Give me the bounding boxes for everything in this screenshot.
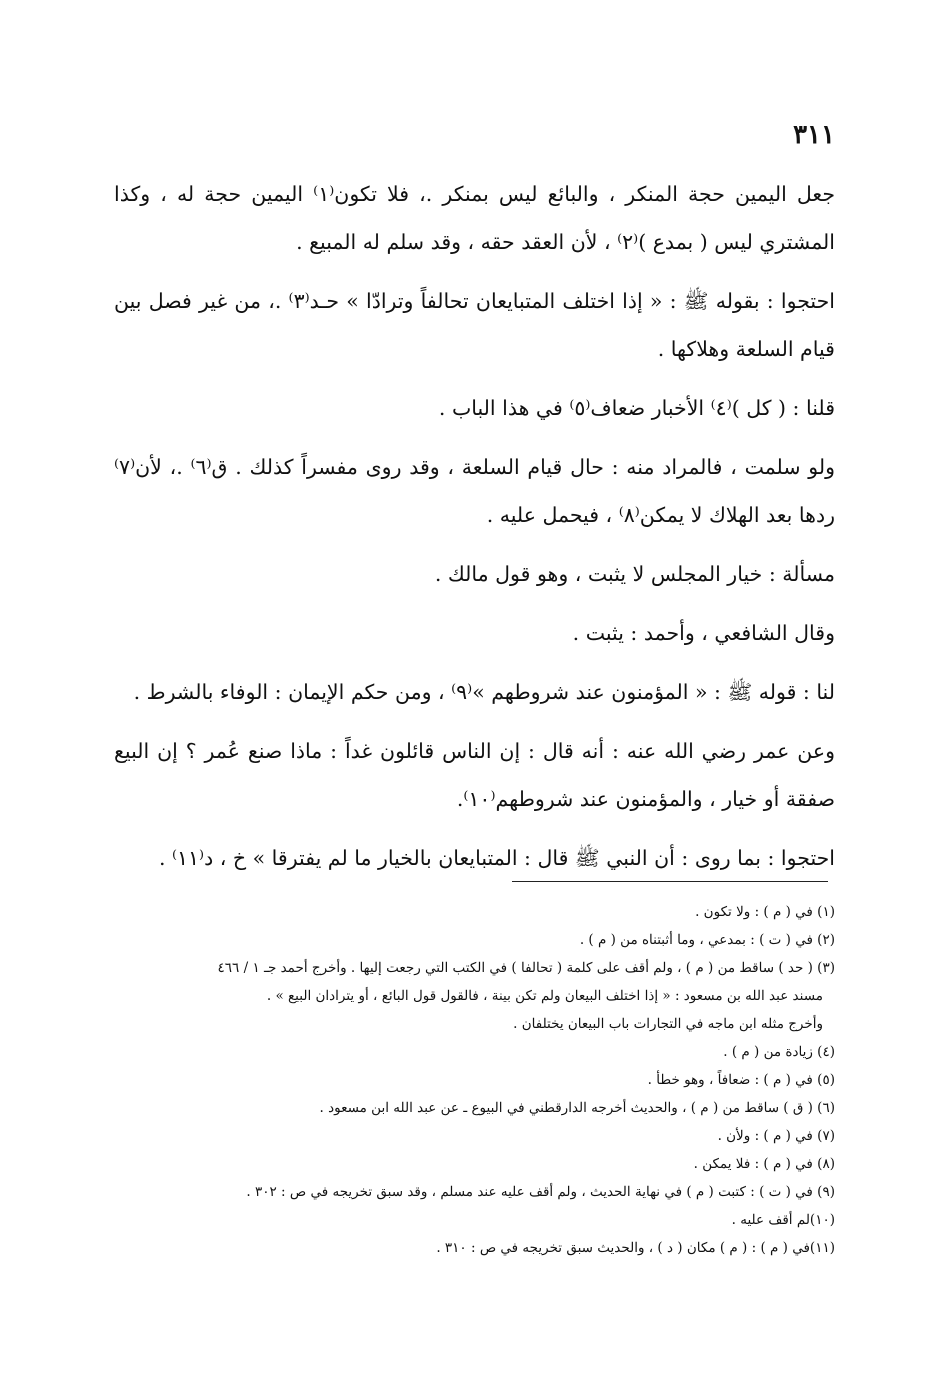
footnote: (١١)في ( م ) : ( م ) مكان ( د ) ، والحديث سبق تخريجه في ص : ٣١٠ . (436, 1240, 835, 1256)
footnote-continuation: وأخرج مثله ابن ماجه في التجارات باب البيعان يختلفان . (513, 1016, 823, 1032)
footnote: (١٠)لم أقف عليه . (731, 1212, 835, 1228)
paragraph: ولو سلمت ، فالمراد منه : حال قيام السلعة ، وقد روى مفسراً كذلك . ق⁽٦⁾ .، لأن⁽٧⁾ ردها بعد الهلاك لا يمكن⁽٨⁾ ، فيحمل عليه . (114, 455, 835, 527)
footnotes (114, 898, 835, 1262)
footnote: (٤) زيادة من ( م ) . (723, 1044, 835, 1060)
footnote-continuation: مسند عبد الله بن مسعود : « إذا اختلف البيعان ولم تكن بينة ، فالقول قول البائع ، أو يترادان البيع » . (266, 988, 823, 1004)
paragraph: وقال الشافعي ، وأحمد : يثبت . (572, 621, 835, 645)
page-number: ٣١١ (793, 120, 835, 150)
footnote: (١) في ( م ) : ولا تكون . (695, 904, 835, 920)
footnote: (٣) ( حد ) ساقط من ( م ) ، ولم أقف على كلمة ( تحالفا ) في الكتب التي رجعت إليها . وأخرج أحمد جـ ١ / ٤٦٦ (217, 960, 835, 976)
footnote: (٢) في ( ت ) : بمدعي ، وما أثبتناه من ( م ) . (579, 932, 835, 948)
footnote: (٨) في ( م ) : فلا يمكن . (693, 1156, 835, 1172)
footnote: (٧) في ( م ) : ولأن . (717, 1128, 835, 1144)
footnote-divider (512, 881, 828, 882)
body-text (114, 170, 835, 893)
paragraph: احتجوا : بقوله ﷺ : « إذا اختلف المتبايعان تحالفاً وترادّا » حـد⁽٣⁾ .، من غير فصل بين قيام السلعة وهلاكها . (114, 289, 835, 361)
paragraph: مسألة : خيار المجلس لا يثبت ، وهو قول مالك . (434, 562, 835, 586)
paragraph: احتجوا : بما روى : أن النبي ﷺ قال : المتبايعان بالخيار ما لم يفترقا » خ ، د⁽١١⁾ . (158, 846, 835, 870)
paragraph: قلنا : ( كل )⁽٤⁾ الأخبار ضعاف⁽٥⁾ في هذا الباب . (438, 396, 835, 420)
paragraph: لنا : قوله ﷺ : « المؤمنون عند شروطهم »⁽٩⁾ ، ومن حكم الإيمان : الوفاء بالشرط . (133, 680, 835, 704)
footnote: (٦) ( ق ) ساقط من ( م ) ، والحديث أخرجه الدارقطني في البيوع ـ عن عبد الله ابن مسعود . (319, 1100, 835, 1116)
paragraph: جعل اليمين حجة المنكر ، والبائع ليس بمنكر .، فلا تكون⁽١⁾ اليمين حجة له ، وكذا المشتري ليس ( بمدع )⁽٢⁾ ، لأن العقد حقه ، وقد سلم له المبيع . (114, 182, 835, 254)
footnote: (٩) في ( ت ) : كتبت ( م ) في نهاية الحديث ، ولم أقف عليه عند مسلم ، وقد سبق تخريجه في ص : ٣٠٢ . (246, 1184, 835, 1200)
paragraph: وعن عمر رضي الله عنه : أنه قال : إن الناس قائلون غداً : ماذا صنع عُمر ؟ إن البيع صفقة أو خيار ، والمؤمنون عند شروطهم⁽١٠⁾. (114, 739, 835, 811)
footnote: (٥) في ( م ) : ضعافاً ، وهو خطأ . (647, 1072, 835, 1088)
